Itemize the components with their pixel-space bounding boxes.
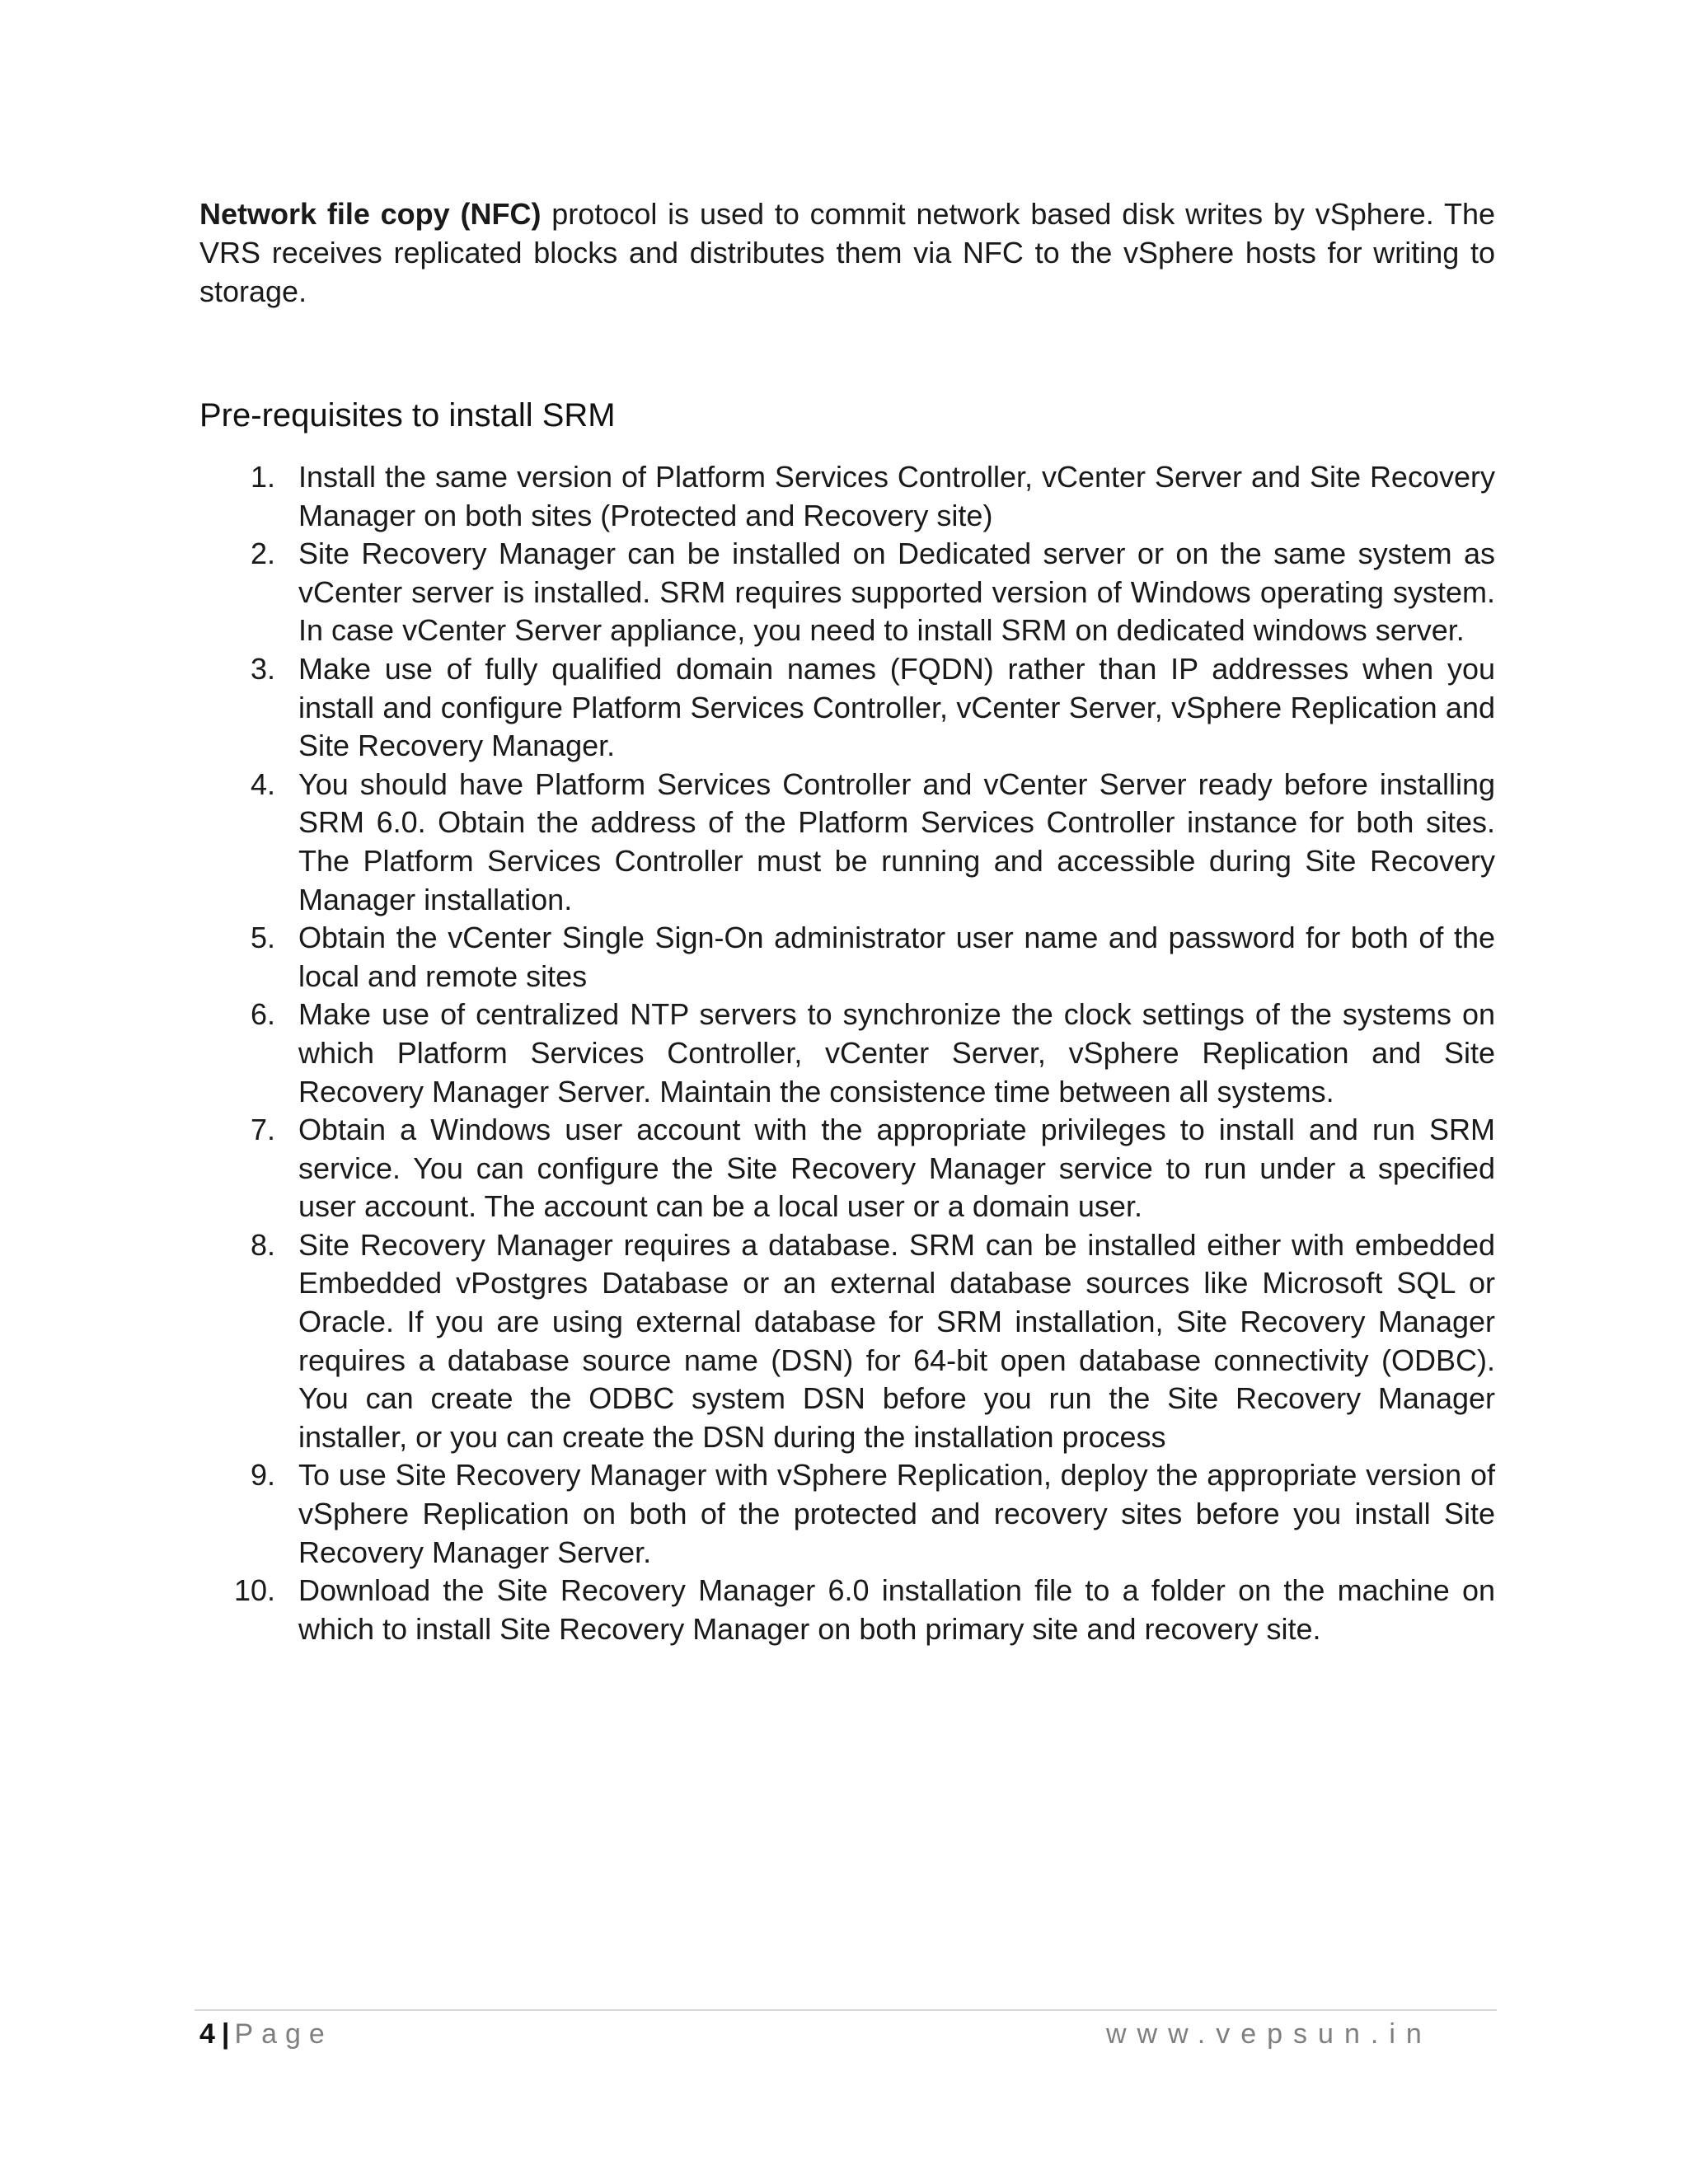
intro-bold-lead: Network file copy (NFC) xyxy=(199,197,542,231)
list-item-text: Obtain the vCenter Single Sign-On administrator user name and password for both of the local and remote sites xyxy=(298,921,1495,993)
list-item xyxy=(199,1226,1495,1457)
footer-website: www.vepsun.in xyxy=(1106,2018,1432,2050)
list-item xyxy=(199,1572,1495,1648)
list-item xyxy=(199,996,1495,1111)
section-heading: Pre-requisites to install SRM xyxy=(199,397,616,434)
page-label: Page xyxy=(234,2018,333,2050)
list-item-text: Obtain a Windows user account with the appropriate privileges to install and run SRM service. You can configure the Site Recovery Manager service to run under a specified user account. The account can be a local user or a domain user. xyxy=(298,1113,1495,1224)
intro-text: protocol is used to commit network based disk writes by vSphere. The VRS receives replicated blocks and distributes them via NFC to the vSphere hosts for writing to storage. xyxy=(199,197,1495,308)
footer-page-indicator xyxy=(199,2016,333,2052)
list-item-number: 8. xyxy=(250,1227,275,1262)
page-separator: | xyxy=(221,2018,230,2050)
list-item-text: Site Recovery Manager can be installed on Dedicated server or on the same system as vCenter server is installed. SRM requires supported version of Windows operating system. In case vCenter Server appliance, you need to install SRM on dedicated windows server. xyxy=(298,537,1495,648)
list-item-number: 4. xyxy=(250,766,275,801)
list-item xyxy=(199,919,1495,996)
list-item-text: Make use of centralized NTP servers to synchronize the clock settings of the systems on which Platform Services Controller, vCenter Server, vSphere Replication and Site Recovery Manager Server. Maintain the consistence time between all systems. xyxy=(298,997,1495,1108)
list-item-number: 3. xyxy=(250,651,275,686)
list-item xyxy=(199,766,1495,919)
footer-divider xyxy=(195,2009,1497,2011)
list-item-number: 6. xyxy=(250,997,275,1032)
list-item xyxy=(199,1456,1495,1572)
list-item-number: 5. xyxy=(250,921,275,955)
prerequisites-list xyxy=(199,458,1495,1648)
list-item-number: 2. xyxy=(250,537,275,571)
page-number: 4 xyxy=(199,2018,215,2050)
list-item xyxy=(199,650,1495,766)
list-item-number: 1. xyxy=(250,460,275,494)
list-item-number: 7. xyxy=(250,1113,275,1147)
list-item-number: 9. xyxy=(250,1458,275,1493)
list-item-text: You should have Platform Services Controller and vCenter Server ready before installing SRM 6.0. Obtain the address of the Platform Services Controller instance for both sites. The Platform Services Controller must be running and accessible during Site Recovery Manager installation. xyxy=(298,766,1495,916)
list-item xyxy=(199,458,1495,535)
list-item-text: Make use of fully qualified domain names (FQDN) rather than IP addresses when you install and configure Platform Services Controller, vCenter Server, vSphere Replication and Site Recovery Manager. xyxy=(298,651,1495,763)
list-item xyxy=(199,535,1495,650)
list-item-text: Install the same version of Platform Services Controller, vCenter Server and Site Recovery Manager on both sites (Protected and Recovery site) xyxy=(298,460,1495,532)
list-item-text: To use Site Recovery Manager with vSphere Replication, deploy the appropriate version of vSphere Replication on both of the protected and recovery sites before you install Site Recovery Manager Server. xyxy=(298,1458,1495,1569)
intro-paragraph xyxy=(199,194,1495,311)
list-item-text: Download the Site Recovery Manager 6.0 installation file to a folder on the machine on which to install Site Recovery Manager on both primary site and recovery site. xyxy=(298,1573,1495,1646)
list-item-text: Site Recovery Manager requires a database. SRM can be installed either with embedded Embedded vPostgres Database or an external database sources like Microsoft SQL or Oracle. If you are using external database for SRM installation, Site Recovery Manager requires a database source name (DSN) for 64-bit open database connectivity (ODBC). You can create the ODBC system DSN before you run the Site Recovery Manager installer, or you can create the DSN during the installation process xyxy=(298,1227,1495,1454)
list-item xyxy=(199,1111,1495,1226)
list-item-number: 10. xyxy=(233,1573,275,1608)
